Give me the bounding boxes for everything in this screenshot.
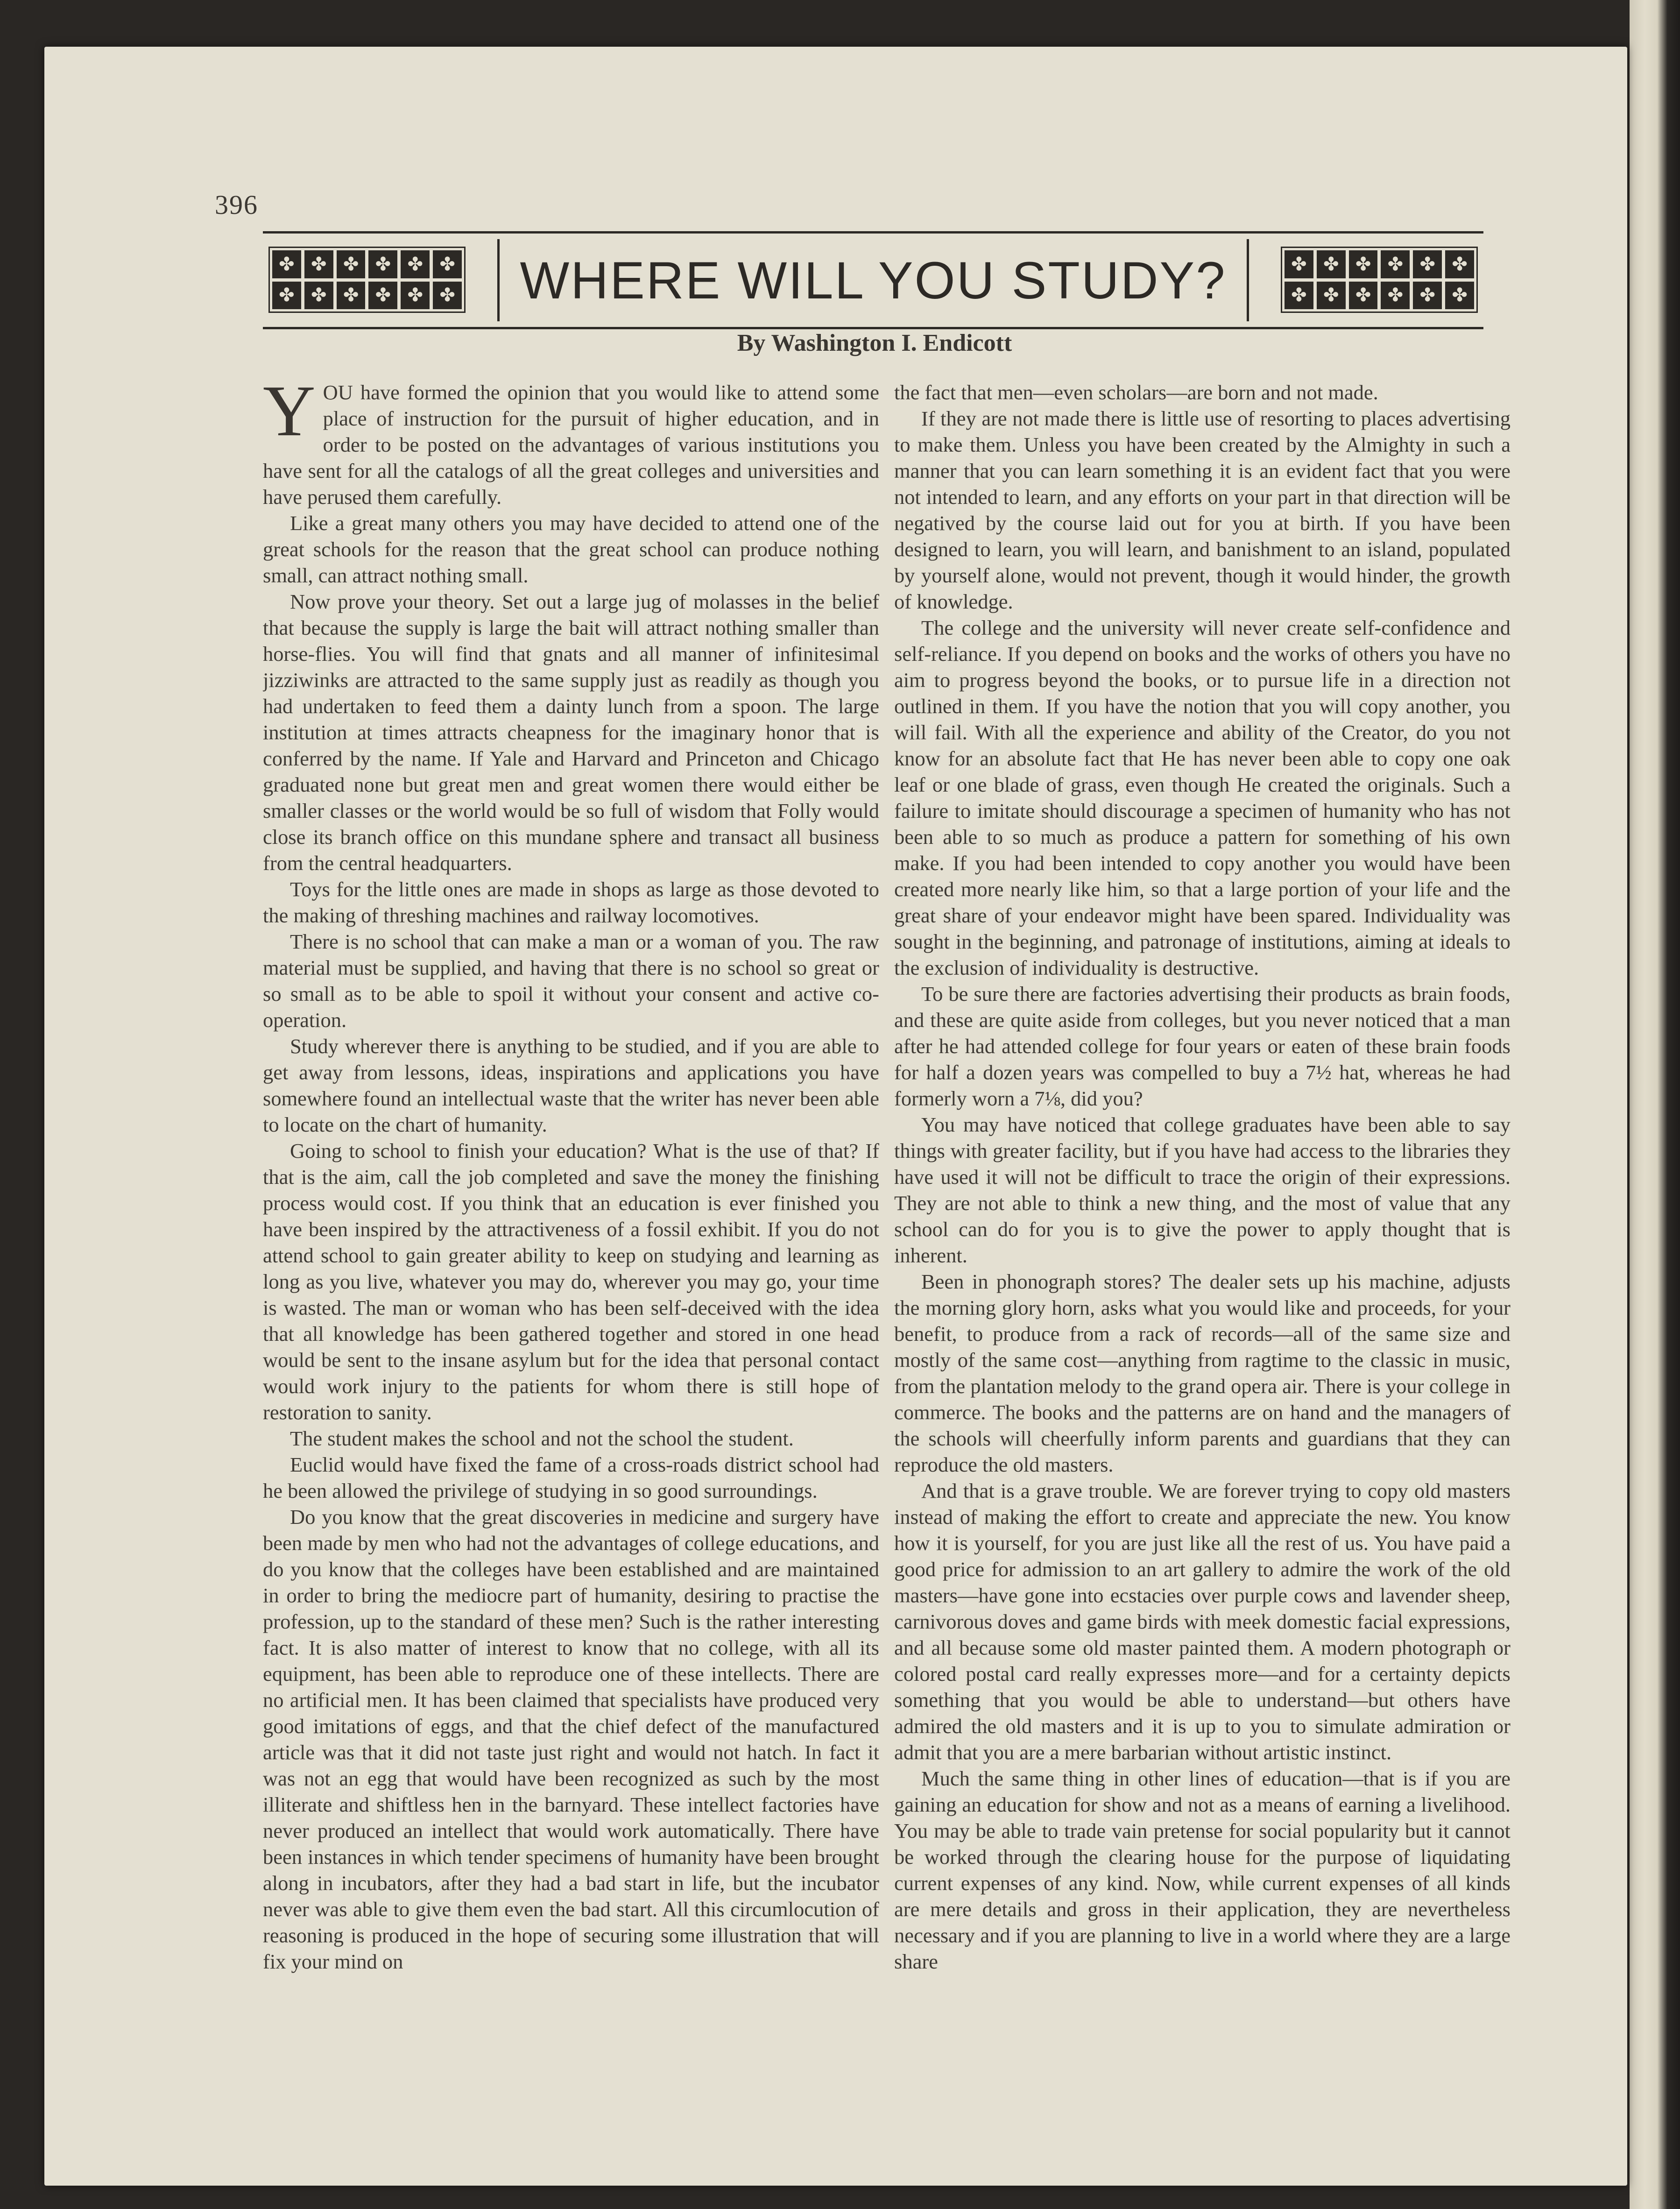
banner-divider [1247,239,1249,321]
article-paragraph: You may have noticed that college graduates have been able to say things with greater facility, but if you have had access to the libraries they have used it will not be difficult to trace the origin of their expressions. They are not able to think a new thing, and the most of value that any school can do for you is to give the power to apply thought that is inherent. [894,1113,1511,1267]
article-paragraph: There is no school that can make a man or a woman of you. The raw material must be supplied, and having that there is no school so great or so small as to be able to spoil it without your consent and active co-operation. [263,930,879,1032]
right-ornament-block [1281,247,1478,313]
article-paragraph: Like a great many others you may have decided to attend one of the great schools for the reason that the great school can produce nothing small, can attract nothing small. [263,511,879,587]
article-paragraph: Euclid would have fixed the fame of a cross-roads district school had he been allowed the privilege of studying in so good surroundings. [263,1453,879,1502]
ornament-icon: ✤ [401,282,430,310]
ornament-icon: ✤ [368,250,397,278]
paragraph-text: OU have formed the opinion that you would like to attend some place of instruction for the pursuit of higher education, and in order to be posted on the advantages of various institutions you have sent for all the catalogs of all the great colleges and universities and have perused them carefully. [263,381,879,509]
author-byline: By Washington I. Endicott [737,330,1012,356]
left-ornament-block [268,247,466,313]
ornament-icon: ✤ [304,282,333,310]
ornament-icon: ✤ [1413,282,1442,310]
ornament-icon: ✤ [337,282,366,310]
ornament-icon: ✤ [368,282,397,310]
ornament-icon: ✤ [433,282,462,310]
ornament-icon: ✤ [1285,250,1313,278]
article-title: WHERE WILL YOU STUDY? [520,251,1227,310]
ornament-icon: ✤ [1317,282,1346,310]
article-paragraph: The student makes the school and not the school the student. [290,1427,794,1450]
ornament-icon: ✤ [1349,250,1378,278]
article-paragraph [263,379,879,510]
article-paragraph: Now prove your theory. Set out a large jug of molasses in the belief that because the supply is large the bait will attract nothing smaller than horse-flies. You will find that gnats and all manner of infinitesimal jizziwinks are attracted to the same supply just as readily as though you had undertaken to feed them a dainty lunch from a spoon. The large institution at times attracts cheapness for the imaginary honor that is conferred by the name. If Yale and Harvard and Princeton and Chicago graduated none but great men and great women there would either be smaller classes or the world would be so full of wisdom that Folly would close its branch office on this mundane sphere and transact all business from the central headquarters. [263,590,879,875]
ornament-icon: ✤ [1285,282,1313,310]
ornament-icon: ✤ [1445,250,1474,278]
ornament-icon: ✤ [304,250,333,278]
article-paragraph: The college and the university will never create self-confidence and self-reliance. If you depend on books and the works of others you have no aim to progress beyond the books, or to pursue life in a direction not outlined in them. If you have the notion that you will copy another, you will fail. With all the experience and ability of the Creator, do you not know for an absolute fact that He has never been able to copy one oak leaf or one blade of grass, even though He created the originals. Such a failure to imitate should discourage a specimen of humanity who has not been able to so much as produce a pattern for something of his own make. If you had been intended to copy another you would have been created more nearly like him, so that a large portion of your life and the great share of your endeavor might have been spared. Individuality was sought in the beginning, and patronage of institutions, aiming at ideals to the exclusion of individuality is destructive. [894,616,1511,979]
right-column [894,379,1511,2042]
article-paragraph: Much the same thing in other lines of education—that is if you are gaining an education for show and not as a means of earning a livelihood. You may be able to trade vain pretense for social popularity but it cannot be worked through the clearing house for the purpose of liquidating current expenses of any kind. Now, while current expenses of all kinds are mere details and gross in their application, they are nevertheless necessary and if you are planning to live in a world where they are a large share [894,1767,1511,1973]
ornament-icon: ✤ [1349,282,1378,310]
ornament-icon: ✤ [1381,282,1410,310]
article-paragraph: the fact that men—even scholars—are born and not made. [894,381,1378,404]
ornament-icon: ✤ [1381,250,1410,278]
article-paragraph: Study wherever there is anything to be studied, and if you are able to get away from lessons, ideas, inspirations and applications you have somewhere found an intellectual waste that the writer has never been able to locate on the chart of humanity. [263,1034,879,1136]
ornament-icon: ✤ [1445,282,1474,310]
adjacent-page-edge [1630,0,1680,2209]
article-paragraph: Been in phonograph stores? The dealer sets up his machine, adjusts the morning glory horn, asks what you would like and proceeds, for your benefit, to produce from a rack of records—all of the same size and mostly of the same cost—anything from ragtime to the classic in music, from the plantation melody to the grand opera air. There is your college in commerce. The books and the patterns are on hand and the managers of the schools will cheerfully inform parents and guardians that they can reproduce the old masters. [894,1270,1511,1476]
left-column [263,379,879,2042]
ornament-icon: ✤ [433,250,462,278]
title-banner [263,231,1483,329]
drop-cap: Y [263,379,316,451]
banner-divider [497,239,500,321]
article-paragraph: If they are not made there is little use of resorting to places advertising to make them. Unless you have been created by the Almighty in such a manner that you can learn something it is an evident fact that you were not intended to learn, and any efforts on your part in that direction will be negatived by the course laid out for you at birth. If you have been designed to learn, you will learn, and banishment to an island, populated by yourself alone, would not prevent, though it would hinder, the growth of knowledge. [894,407,1511,613]
article-paragraph: Do you know that the great discoveries in medicine and surgery have been made by men who had not the advantages of college educations, and do you know that the colleges have been established and are maintained in order to bring the mediocre part of humanity, desiring to practise the profession, up to the standard of these men? Such is the rather interesting fact. It is also matter of interest to know that no college, with all its equipment, has been able to reproduce one of these intellects. There are no artificial men. It has been claimed that specialists have produced very good imitations of eggs, and that the chief defect of the manufactured article was that it did not taste just right and would not hatch. In fact it was not an egg that would have been recognized as such by the most illiterate and shiftless hen in the barnyard. These intellect factories have never produced an intellect that would work automatically. There have been instances in which tender specimens of humanity have been brought along in incubators, after they had a bad start in life, but the incubator never was able to give them even the bad start. All this circumlocution of reasoning is produced in the hope of securing some illustration that will fix your mind on [263,1505,879,1973]
article-paragraph: To be sure there are factories advertising their products as brain foods, and these are quite aside from colleges, but you never noticed that a man after he had attended college for four years or eaten of these brain foods for half a dozen years was compelled to buy a 7½ hat, whereas he had formerly worn a 7⅛, did you? [894,982,1511,1110]
article-paragraph: And that is a grave trouble. We are forever trying to copy old masters instead of making the effort to create and appreciate the new. You know how it is yourself, for you are just like all the rest of us. You have paid a good price for admission to an art gallery to admire the work of the old masters—have gone into ecstacies over purple cows and lavender sheep, carnivorous doves and game birds with meek domestic facial expressions, and all because some old master painted them. A modern photograph or colored postal card really expresses more—and for a certainty depicts something that you would be able to understand—but others have admired the old masters and it is up to you to simulate admiration or admit that you are a mere barbarian without artistic instinct. [894,1479,1511,1764]
ornament-icon: ✤ [1413,250,1442,278]
article-paragraph: Toys for the little ones are made in shops as large as those devoted to the making of threshing machines and railway locomotives. [263,878,879,927]
page-number: 396 [215,190,258,220]
ornament-icon: ✤ [272,250,301,278]
ornament-icon: ✤ [401,250,430,278]
ornament-icon: ✤ [337,250,366,278]
ornament-icon: ✤ [272,282,301,310]
article-paragraph: Going to school to finish your education? What is the use of that? If that is the aim, call the job completed and save the money the finishing process would cost. If you think that an education is ever finished you have been inspired by the attractiveness of a fossil exhibit. If you do not attend school to gain greater ability to keep on studying and learning as long as you live, whatever you may do, wherever you may go, your time is wasted. The man or woman who has been self-deceived with the idea that all knowledge has been gathered together and stored in one head would be sent to the insane asylum but for the idea that personal contact would work injury to the patients for whom there is still hope of restoration to sanity. [263,1139,879,1424]
ornament-icon: ✤ [1317,250,1346,278]
